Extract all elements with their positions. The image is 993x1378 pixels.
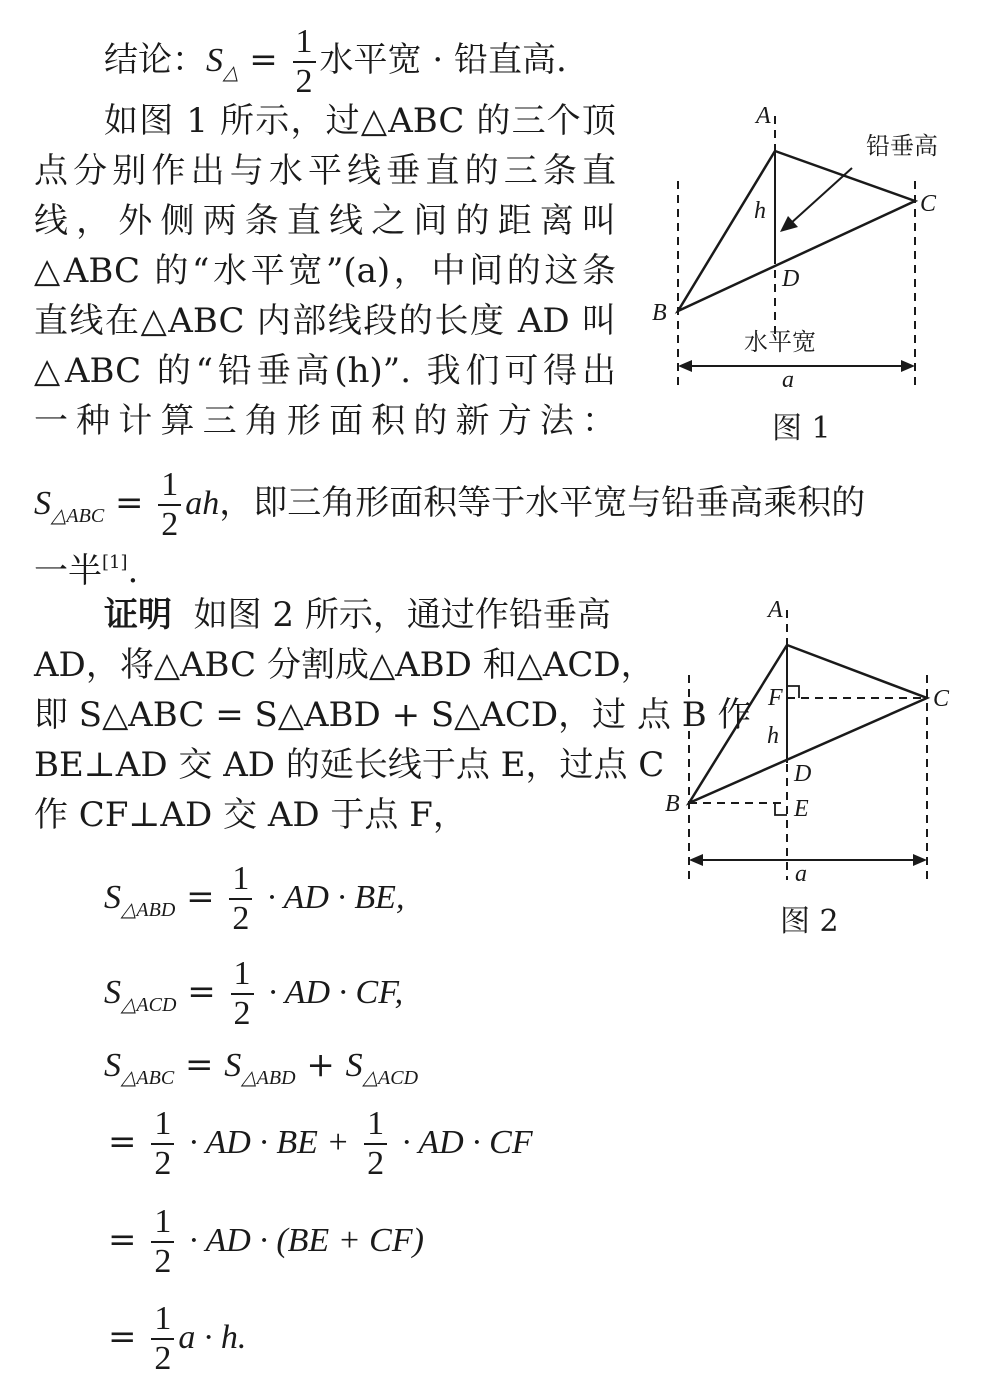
equation-5 [108,1203,424,1281]
right-angle-e [775,803,787,815]
eq2-sub: △ACD [121,994,177,1016]
label-b-point: B [652,300,667,326]
eq6-eq: = [108,1317,137,1357]
eq5-fraction [151,1203,174,1281]
paragraph1-line-3: 线，外侧两条直线之间的距离叫 [34,201,616,241]
formula1-line [34,466,865,544]
height-pointer-line [790,168,852,224]
fraction-numerator: 1 [161,466,179,503]
label-c-point: C [920,191,937,217]
eq4-fraction-1 [151,1105,174,1183]
label-a-point: A [756,103,771,129]
eq3-sub3: △ACD [362,1067,419,1089]
formula1-sub: △ABC [51,505,105,527]
width-arrow-left-head [689,854,703,866]
eq2-fraction [231,955,254,1033]
paragraph1-line-4: △ABC 的“水平宽”(a)，中间的这条 [34,251,616,291]
label-horizontal-width: 水平宽 [744,328,816,356]
eq4-mid: · AD · BE + [189,1124,350,1161]
fraction-denominator: 2 [229,898,252,938]
equation-6 [108,1300,246,1378]
eq2-eq: = [187,972,216,1012]
paragraph1-line-6: △ABC 的“铅垂高(h)”. 我们可得出 [34,351,616,391]
label-vertical-height: 铅垂高 [866,132,938,160]
eq1-eq: = [186,877,215,917]
equation-2 [104,955,403,1033]
right-angle-f [787,686,799,698]
width-arrow-right-head [901,360,915,372]
label-h: h [754,198,766,224]
fraction-denominator: 2 [293,61,316,101]
label-a-width: a [782,367,794,393]
label-e-point: E [794,796,809,822]
proof-line-4: BE⊥AD 交 AD 的延长线于点 E，过点 C [34,745,665,785]
eq6-fraction [151,1300,174,1378]
eq3-S2: S [224,1047,242,1084]
formula1-S: S [34,485,51,522]
eq2-rest: · AD · CF, [268,974,404,1011]
formula1-eq: = [114,483,144,523]
fraction-denominator: 2 [364,1143,387,1183]
eq4-eq: = [108,1122,137,1162]
figure-1-caption: 图 1 [772,411,831,446]
proof-line-2: AD，将△ABC 分割成△ABD 和△ACD， [34,645,655,685]
fraction-denominator: 2 [231,993,254,1033]
label-a-point: A [768,597,783,623]
paragraph1-line-1: 如图 1 所示，过△ABC 的三个顶 [104,101,616,141]
eq3-sub1: △ABC [121,1067,175,1089]
eq1-S: S [104,879,121,916]
conclusion-eq: = [249,40,278,80]
label-d-point: D [782,266,800,292]
eq6-rest: a · h. [178,1319,247,1356]
eq5-eq: = [108,1220,137,1260]
eq3-plus: + [306,1045,335,1085]
proof-line-5: 作 CF⊥AD 交 AD 于点 F， [34,795,467,835]
eq3-S1: S [104,1047,121,1084]
formula1-end-text: 一半 [34,551,102,591]
paragraph1-line-2: 点分别作出与水平线垂直的三条直 [34,151,616,191]
formula1-text: ，即三角形面积等于水平宽与铅垂高乘积的 [219,483,866,523]
fraction-numerator: 1 [154,1203,172,1240]
equation-4 [108,1105,533,1183]
width-arrow-left-head [678,360,692,372]
fraction-numerator: 1 [232,860,250,897]
fraction-numerator: 1 [367,1105,385,1142]
fraction-numerator: 1 [295,23,313,60]
eq3-sub2: △ABD [241,1067,296,1089]
proof-label: 证明 [104,595,172,635]
formula1-end-dot: . [127,551,139,591]
conclusion-text: 水平宽 · 铅直高. [319,40,567,80]
eq5-rest: · AD · (BE + CF) [189,1222,424,1259]
eq1-rest: · AD · BE, [267,879,405,916]
eq1-fraction [229,860,252,938]
citation-ref: [1] [102,552,128,573]
paragraph1-line-5: 直线在△ABC 内部线段的长度 AD 叫 [34,301,616,341]
formula1-end-line [34,538,138,596]
conclusion-fraction [293,23,316,101]
fraction-numerator: 1 [154,1300,172,1337]
figure-2-caption: 图 2 [780,904,839,939]
proof-line-3: 即 S△ABC = S△ABD + S△ACD，过 点 B 作 [34,695,752,735]
formula1-var: ah [185,485,220,522]
figure-2 [665,595,965,895]
fraction-numerator: 1 [154,1105,172,1142]
fraction-denominator: 2 [151,1338,174,1378]
figure-1 [640,96,970,406]
fraction-denominator: 2 [151,1143,174,1183]
conclusion-sub: △ [223,62,239,84]
figure-2-diagram [665,595,965,895]
eq4-rest: · AD · CF [401,1124,533,1161]
fraction-denominator: 2 [151,1241,174,1281]
eq2-S: S [104,974,121,1011]
width-arrow-right-head [913,854,927,866]
paragraph1-line-7: 一种计算三角形面积的新方法： [34,401,616,441]
label-c-point: C [933,686,950,712]
label-a-width: a [795,861,807,887]
label-b-point: B [665,791,680,817]
proof-line-1-text: 如图 2 所示，通过作铅垂高 [193,595,611,635]
conclusion-line [104,23,567,101]
eq3-S3: S [345,1047,363,1084]
fraction-numerator: 1 [233,955,251,992]
label-d-point: D [794,761,812,787]
label-f-point: F [768,685,783,711]
formula1-fraction [158,466,181,544]
label-h: h [767,723,779,749]
figure-1-diagram [640,96,970,406]
equation-1 [104,860,404,938]
eq3-eq: = [184,1045,214,1085]
conclusion-label: 结论： [104,40,206,80]
equation-3 [104,1040,418,1103]
conclusion-S: S [206,42,223,79]
proof-line-1 [104,590,611,640]
eq4-fraction-2 [364,1105,387,1183]
fraction-denominator: 2 [158,504,181,544]
eq1-sub: △ABD [121,899,176,921]
